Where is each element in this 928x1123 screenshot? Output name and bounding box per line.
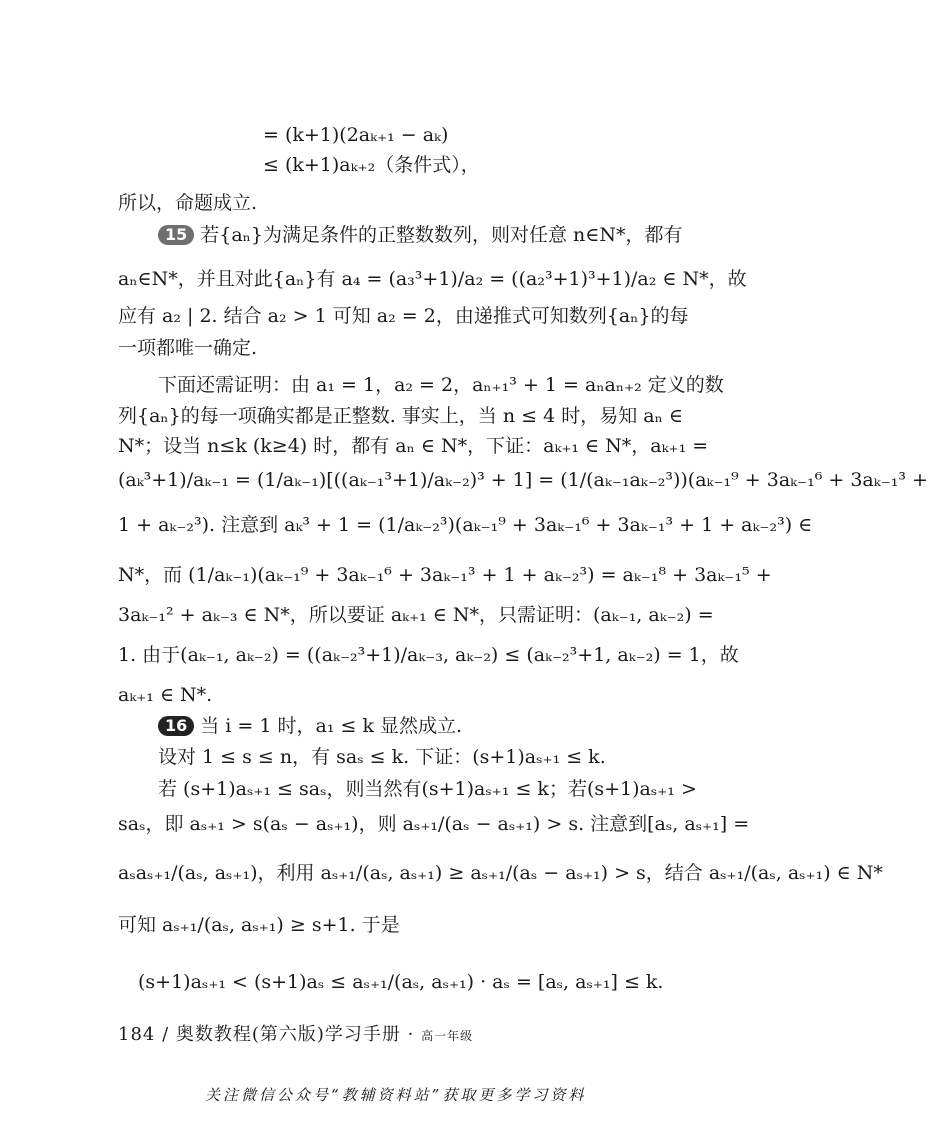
problem-15-line-4: 一项都唯一确定.: [118, 337, 258, 359]
problem-15-line-7: N*；设当 n≤k (k≥4) 时，都有 aₙ ∈ N*，下证：aₖ₊₁ ∈ N*，aₖ₊₁ =: [118, 435, 709, 457]
problem-15-line-11: 3aₖ₋₁² + aₖ₋₃ ∈ N*，所以要证 aₖ₊₁ ∈ N*，只需证明：(aₖ₋₁, aₖ₋₂) =: [118, 604, 714, 626]
problem-15-line-1: 若{aₙ}为满足条件的正整数数列，则对任意 n∈N*，都有: [200, 224, 683, 246]
problem-15-line-13: aₖ₊₁ ∈ N*.: [118, 684, 213, 706]
problem-16-line-5: aₛaₛ₊₁/(aₛ, aₛ₊₁)，利用 aₛ₊₁/(aₛ, aₛ₊₁) ≥ aₛ₊₁/(aₛ − aₛ₊₁) > s，结合 aₛ₊₁/(aₛ, aₛ₊₁) ∈ N*: [118, 862, 883, 884]
conclusion-line: 所以，命题成立.: [118, 192, 258, 214]
problem-15-line-3: 应有 a₂ | 2. 结合 a₂ > 1 可知 a₂ = 2，由递推式可知数列{aₙ}的每: [118, 305, 689, 327]
problem-15-line-5: 下面还需证明：由 a₁ = 1，a₂ = 2，aₙ₊₁³ + 1 = aₙaₙ₊₂ 定义的数: [158, 374, 724, 396]
problem-16-line-7: (s+1)aₛ₊₁ < (s+1)aₛ ≤ aₛ₊₁/(aₛ, aₛ₊₁) · aₛ = [aₛ, aₛ₊₁] ≤ k.: [138, 971, 664, 993]
problem-15-intro: [158, 223, 682, 247]
problem-15-badge: 15: [158, 225, 194, 245]
watermark-notice: 关注微信公众号“教辅资料站”获取更多学习资料: [205, 1086, 587, 1104]
problem-15-line-6: 列{aₙ}的每一项确实都是正整数. 事实上，当 n ≤ 4 时，易知 aₙ ∈: [118, 405, 683, 427]
footer-dot: ·: [407, 1024, 415, 1045]
problem-16-line-1: 当 i = 1 时，a₁ ≤ k 显然成立.: [200, 715, 463, 737]
derivation-line-1: = (k+1)(2aₖ₊₁ − aₖ): [263, 124, 449, 146]
problem-15-line-9: 1 + aₖ₋₂³). 注意到 aₖ³ + 1 = (1/aₖ₋₂³)(aₖ₋₁⁹ + 3aₖ₋₁⁶ + 3aₖ₋₁³ + 1 + aₖ₋₂³) ∈: [118, 514, 813, 536]
problem-15-line-8: (aₖ³+1)/aₖ₋₁ = (1/aₖ₋₁)[((aₖ₋₁³+1)/aₖ₋₂)³ + 1] = (1/(aₖ₋₁aₖ₋₂³))(aₖ₋₁⁹ + 3aₖ₋₁⁶ + 3aₖ₋₁³ +: [118, 469, 928, 491]
problem-16-badge: 16: [158, 716, 194, 736]
problem-16-line-3: 若 (s+1)aₛ₊₁ ≤ saₛ，则当然有(s+1)aₛ₊₁ ≤ k；若(s+1)aₛ₊₁ >: [158, 778, 697, 800]
book-title: 奥数教程(第六版)学习手册: [175, 1024, 401, 1045]
problem-15-line-12: 1. 由于(aₖ₋₁, aₖ₋₂) = ((aₖ₋₂³+1)/aₖ₋₃, aₖ₋₂) ≤ (aₖ₋₂³+1, aₖ₋₂) = 1，故: [118, 644, 739, 666]
problem-16-line-2: 设对 1 ≤ s ≤ n，有 saₛ ≤ k. 下证：(s+1)aₛ₊₁ ≤ k.: [158, 746, 606, 768]
problem-15-line-10: N*，而 (1/aₖ₋₁)(aₖ₋₁⁹ + 3aₖ₋₁⁶ + 3aₖ₋₁³ + 1 + aₖ₋₂³) = aₖ₋₁⁸ + 3aₖ₋₁⁵ +: [118, 564, 772, 586]
problem-16-intro: [158, 714, 462, 738]
page-number: 184 /: [118, 1024, 170, 1045]
problem-16-line-6: 可知 aₛ₊₁/(aₛ, aₛ₊₁) ≥ s+1. 于是: [118, 914, 400, 936]
problem-16-line-4: saₛ，即 aₛ₊₁ > s(aₛ − aₛ₊₁)，则 aₛ₊₁/(aₛ − aₛ₊₁) > s. 注意到[aₛ, aₛ₊₁] =: [118, 813, 750, 835]
problem-15-line-2: aₙ∈N*，并且对此{aₙ}有 a₄ = (a₃³+1)/a₂ = ((a₂³+1)³+1)/a₂ ∈ N*，故: [118, 268, 747, 290]
grade-label: 高一年级: [421, 1029, 474, 1043]
page-footer: [118, 1024, 473, 1047]
derivation-line-2: ≤ (k+1)aₖ₊₂（条件式），: [263, 154, 480, 176]
